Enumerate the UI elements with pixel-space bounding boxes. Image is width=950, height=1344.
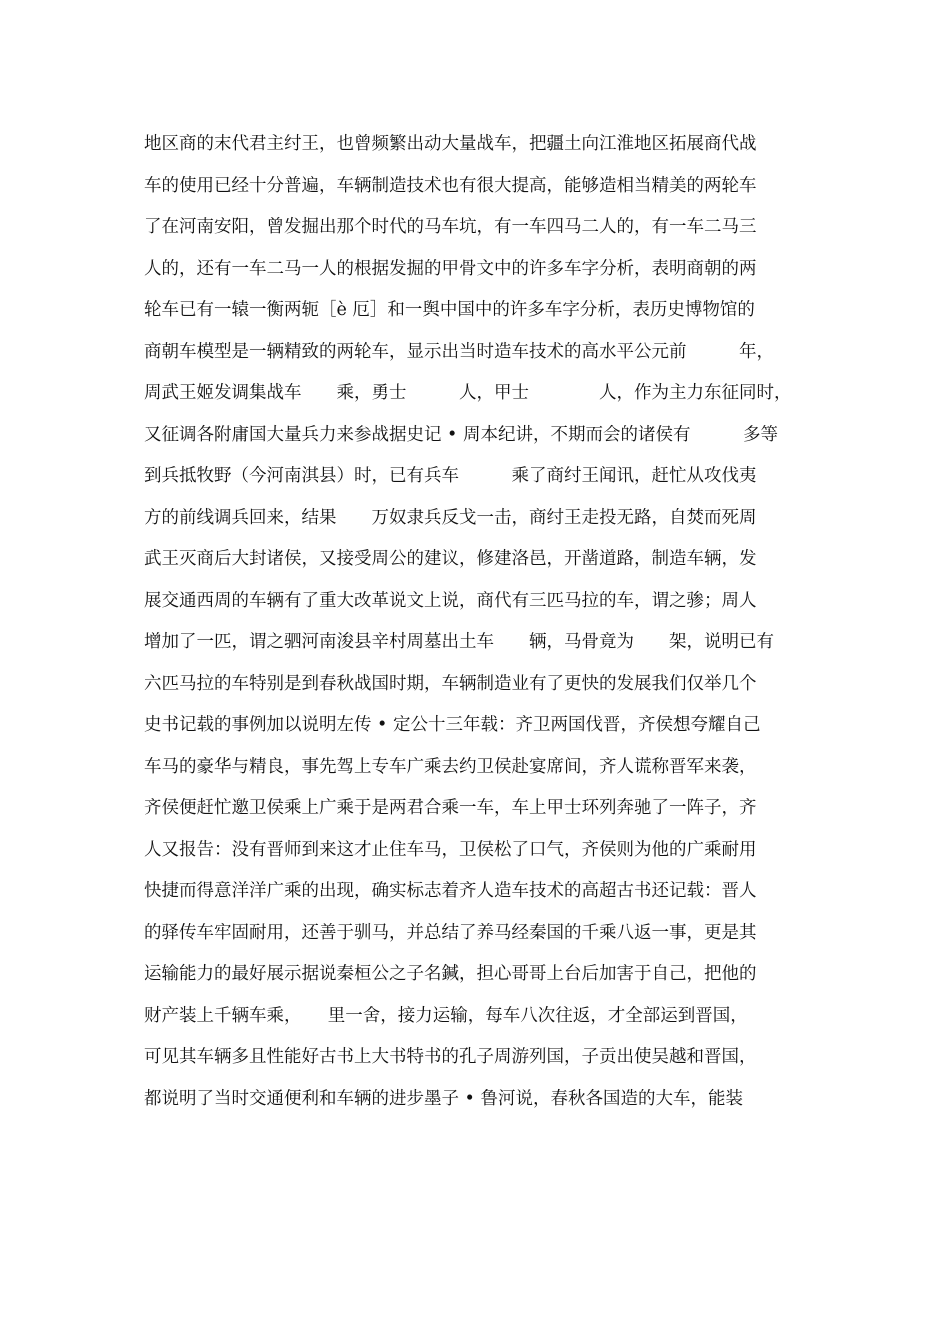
text-line-16: 车马的豪华与精良，事先驾上专车广乘去约卫侯赴宴席间，齐人谎称晋军来袭， [144,756,757,777]
text-line-14: 六匹马拉的车特别是到春秋战国时期，车辆制造业有了更快的发展我们仅举几个 [144,673,757,694]
text-line-6: 商朝车模型是一辆精致的两轮车，显示出当时造车技术的高水平公元前 年， [144,341,774,362]
text-line-18: 人又报告：没有晋师到来这才止住车马，卫侯松了口气，齐侯则为他的广乘耐用 [144,839,757,860]
text-line-11: 武王灭商后大封诸侯，又接受周公的建议，修建洛邑，开凿道路，制造车辆，发 [144,549,757,569]
text-line-19: 快捷而得意洋洋广乘的出现，确实标志着齐人造车技术的高超古书还记载：晋人 [144,881,757,901]
text-line-13: 增加了一匹，谓之驷河南浚县辛村周墓出土车 辆，马骨竟为 架，说明已有 [144,632,774,652]
text-line-3: 了在河南安阳，曾发掘出那个时代的马车坑，有一车四马二人的，有一车二马三 [144,217,757,237]
text-line-8: 又征调各附庸国大量兵力来参战据史记 • 周本纪讲，不期而会的诸侯有 多等 [144,424,778,445]
text-line-22: 财产装上千辆车乘， 里一舍，接力运输，每车八次往返，才全部运到晋国， [144,1005,748,1026]
text-line-1: 地区商的末代君主纣王，也曾频繁出动大量战车，把疆土向江淮地区拓展商代战 [144,134,757,154]
text-line-5: 轮车已有一辕一衡两轭［è 厄］和一舆中国中的许多车字分析，表历史博物馆的 [144,300,755,320]
text-line-9: 到兵抵牧野（今河南淇县）时，已有兵车 乘了商纣王闻讯，赶忙从攻伐夷 [144,466,757,486]
text-line-15: 史书记载的事例加以说明左传 • 定公十三年载：齐卫两国伐晋，齐侯想夸耀自己 [144,715,761,735]
text-line-24: 都说明了当时交通便利和车辆的进步墨子 • 鲁河说，春秋各国造的大车，能装 [144,1088,743,1109]
text-line-23: 可见其车辆多且性能好古书上大书特书的孔子周游列国，子贡出使吴越和晋国， [144,1047,757,1067]
text-line-20: 的驿传车牢固耐用，还善于驯马，并总结了养马经秦国的千乘八返一事，更是其 [144,922,757,943]
text-line-7: 周武王姬发调集战车 乘，勇士 人，甲士 人，作为主力东征同时， [144,383,792,403]
text-line-12: 展交通西周的车辆有了重大改革说文上说，商代有三匹马拉的车，谓之骖；周人 [144,590,757,611]
text-line-4: 人的，还有一车二马一人的根据发掘的甲骨文中的许多车字分析，表明商朝的两 [144,258,757,279]
text-line-2: 车的使用已经十分普遍，车辆制造技术也有很大提高，能够造相当精美的两轮车 [144,175,757,196]
text-line-10: 方的前线调兵回来，结果 万奴隶兵反戈一击，商纣王走投无路，自焚而死周 [144,507,757,528]
body-text [144,124,808,1120]
text-line-21: 运输能力的最好展示据说秦桓公之子名鍼，担心哥哥上台后加害于自己，把他的 [144,964,757,984]
text-line-17: 齐侯便赶忙邀卫侯乘上广乘于是两君合乘一车，车上甲士环列奔驰了一阵子，齐 [144,798,757,818]
